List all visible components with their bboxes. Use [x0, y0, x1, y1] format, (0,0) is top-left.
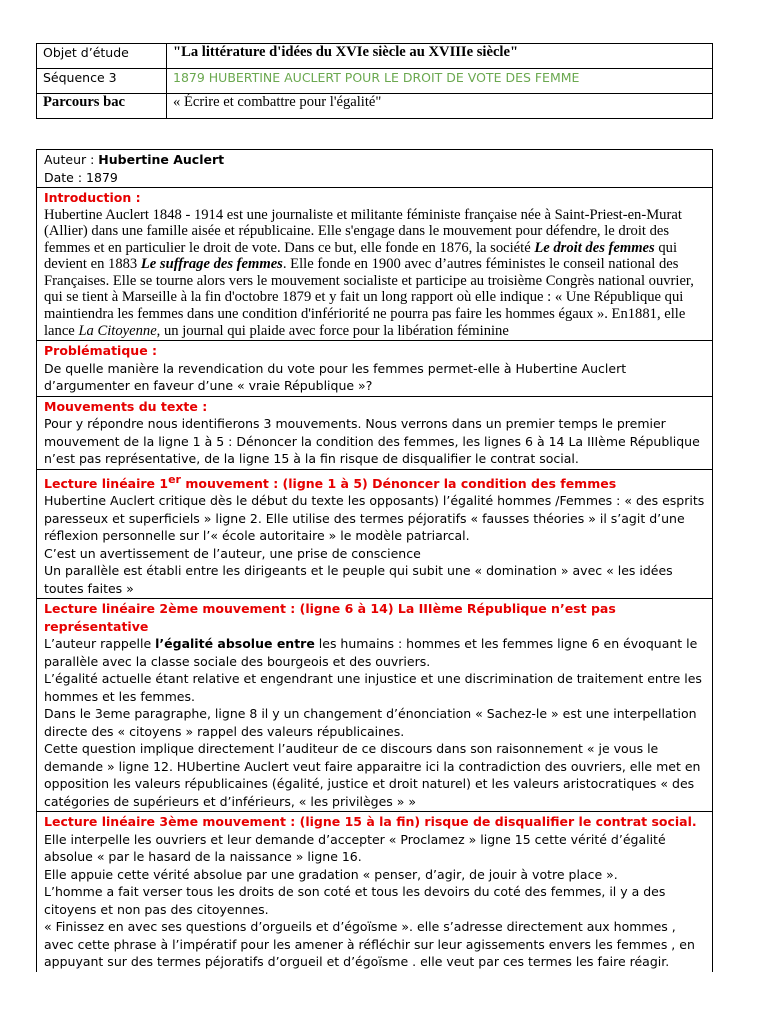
analysis-table	[36, 149, 713, 972]
problematique-heading: Problématique :	[44, 343, 158, 359]
movement-2-heading: Lecture linéaire 2ème mouvement : (ligne 6 à 14) La IIIème République n’est pas représentative	[44, 601, 616, 634]
parcours-label: Parcours bac	[37, 94, 167, 119]
parcours-value: « Écrire et combattre pour l'égalité"	[167, 94, 713, 119]
header-row-parcours	[37, 94, 713, 119]
author-label: Auteur :	[44, 152, 99, 167]
society-name-2: Le suffrage des femmes	[140, 256, 283, 273]
date-line: Date : 1879	[44, 169, 118, 185]
movement-2-paragraph: Dans le 3eme paragraphe, ligne 8 il y un changement d’énonciation « Sachez-le » est une interpellation directe des « citoyens » rappel des valeurs républicaines.	[44, 706, 697, 739]
header-row-objet	[37, 44, 713, 69]
objet-label: Objet d’étude	[37, 44, 167, 69]
problematique-row	[37, 341, 713, 397]
intro-text: Hubertine Auclert 1848 - 1914 est une journaliste et militante féministe française née à Saint-Priest-en-Murat (Allier) dans une famille aisée et républicaine. Elle s'engage dans le mouvement pour défendre, le droit des femmes et en particulier le droit de vote. Dans ce but, elle fonde en 1876, la société Le droit des femmes qui devient en 1883 Le suffrage des femmes. Elle fonde en 1900 avec d’autres féministes le conseil national des Françaises. Elle se tourne alors vers le mouvement socialiste et participe au troisième Congrès national ouvrier, qui se tient à Marseille à la fin d'octobre 1879 et y fait un long rapport où elle indique : « Une République qui maintiendra les femmes dans une condition d'infériorité ne pourra pas faire les hommes égaux ». En1881, elle lance La Citoyenne, un journal qui plaide avec force pour la libération féminine	[44, 206, 694, 339]
movement-3-row	[37, 812, 713, 972]
movement-2-paragraph: L’auteur rappelle l’égalité absolue entre les humains : hommes et les femmes ligne 6 en évoquant le parallèle avec la classe sociale des bourgeois et des ouvriers.	[44, 636, 698, 669]
objet-value: "La littérature d'idées du XVIe siècle au XVIIIe siècle"	[167, 44, 713, 69]
problematique-text: De quelle manière la revendication du vote pour les femmes permet-elle à Hubertine Auclert d’argumenter en faveur d’une « vraie République »?	[44, 360, 627, 394]
author-name: Hubertine Auclert	[98, 152, 225, 167]
movement-3-paragraph: Elle interpelle les ouvriers et leur demande d’accepter « Proclamez » ligne 15 cette vérité d’égalité absolue « par le hasard de la naissance » ligne 16.	[44, 831, 666, 865]
header-row-sequence	[37, 69, 713, 94]
mouvements-heading: Mouvements du texte :	[44, 398, 208, 414]
sequence-label: Séquence 3	[37, 69, 167, 94]
movement-2-paragraph: L’égalité actuelle étant relative et engendrant une injustice et une discrimination de traitement entre les hommes et les femmes.	[44, 671, 702, 704]
movement-2-row	[37, 599, 713, 812]
movement-1-heading: Lecture linéaire 1er mouvement : (ligne 1 à 5) Dénoncer la condition des femmes	[44, 472, 617, 491]
society-name-1: Le droit des femmes	[534, 239, 655, 256]
header-table	[36, 43, 713, 119]
movement-3-paragraph: Elle appuie cette vérité absolue par une gradation « penser, d’agir, de jouir à votre place ».	[44, 866, 618, 882]
movement-3-paragraph: L’homme a fait verser tous les droits de son coté et tous les devoirs du coté des femmes, il y a des citoyens et non pas des citoyennes.	[44, 884, 666, 917]
mouvements-text: Pour y répondre nous identifierons 3 mouvements. Nous verrons dans un premier temps le premier mouvement de la ligne 1 à 5 : Dénoncer la condition des femmes, les lignes 6 à 14 La IIIème République n’est pas représentative, de la ligne 15 à la fin risque de disqualifier le contrat social.	[44, 416, 700, 467]
sequence-value: 1879 HUBERTINE AUCLERT POUR LE DROIT DE VOTE DES FEMME	[167, 69, 713, 94]
author-row	[37, 150, 713, 188]
intro-heading: Introduction :	[44, 190, 141, 205]
author-line	[44, 151, 706, 169]
movement-1-row	[37, 469, 713, 599]
movement-3-paragraph: « Finissez en avec ses questions d’orgueils et d’égoïsme ». elle s’adresse directement aux hommes , avec cette phrase à l’impératif pour les amener à réfléchir sur leur agissements envers les femmes , en appuyant sur des termes péjoratifs d’orgueil et d’égoïsme . elle veut par ces termes les faire réagir.	[44, 919, 695, 970]
mouvements-row	[37, 396, 713, 469]
movement-3-heading: Lecture linéaire 3ème mouvement : (ligne 15 à la fin) risque de disqualifier le contrat social.	[44, 814, 697, 830]
movement-1-paragraph: C’est un avertissement de l’auteur, une prise de conscience	[44, 545, 421, 561]
movement-1-paragraph: Hubertine Auclert critique dès le début du texte les opposants) l’égalité hommes /Femmes : « des esprits paresseux et superficiels » ligne 2. Elle utilise des termes péjoratifs « fausses théories » il s’agit d’une réflexion personnelle sur l’« école autoritaire » le modèle patriarcal.	[44, 493, 705, 544]
journal-name: La Citoyenne	[78, 322, 157, 339]
movement-2-paragraph: Cette question implique directement l’auditeur de ce discours dans son raisonnement « je vous le demande » ligne 12. HUbertine Auclert veut faire apparaitre ici la contradiction des ouvriers, elle met en opposition les valeurs républicaines (égalité, justice et droit naturel) et les valeurs aristocratiques « des catégories de supérieurs et d’inférieurs, « les privilèges » »	[44, 741, 701, 809]
movement-1-paragraph: Un parallèle est établi entre les dirigeants et le peuple qui subit une « domination » avec « les idées toutes faites »	[44, 563, 673, 596]
intro-row	[37, 188, 713, 341]
